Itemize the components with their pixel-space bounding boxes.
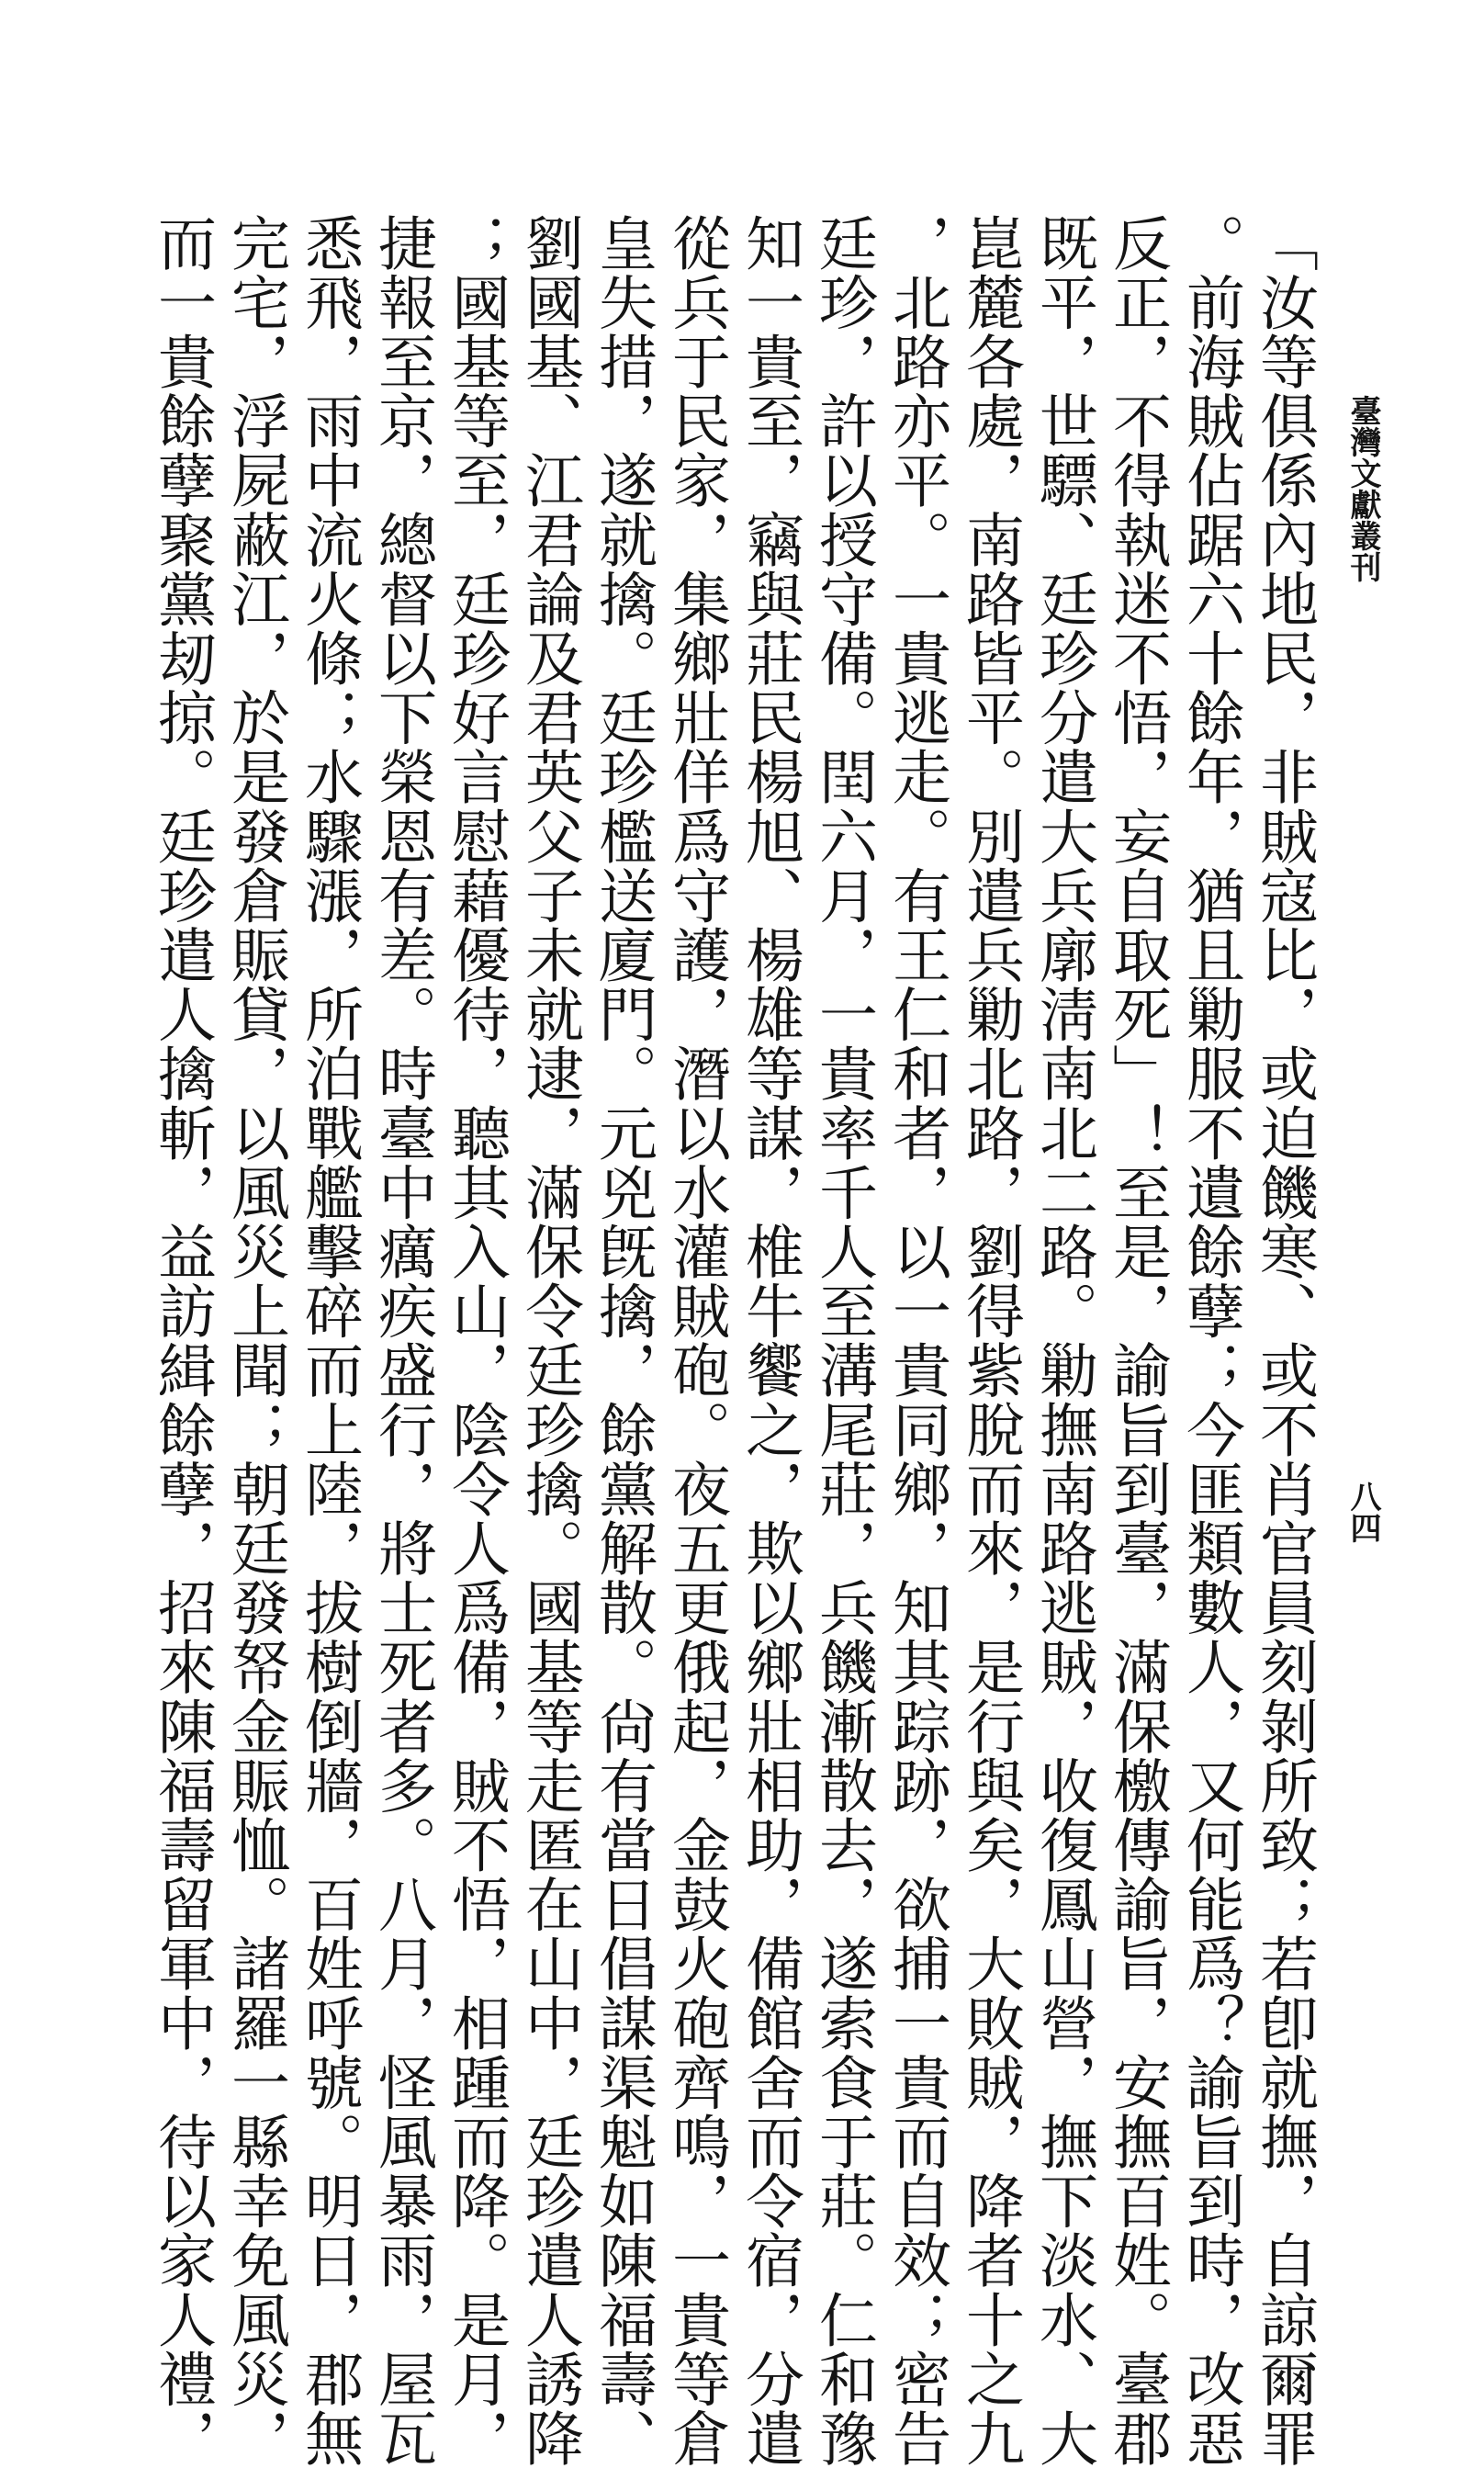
body-text [148,213,1321,2468]
text-column: 悉飛，雨中流火條；水驟漲，所泊戰艦擊碎而上陸，拔樹倒牆，百姓呼號。明日，郡無 [295,213,363,2468]
text-column: ，北路亦平。一貴逃走。有王仁和者，以一貴同鄉，知其踪跡，欲捕一貴而自效；密告 [883,213,950,2468]
text-column: 既平，世驃、廷珍分遣大兵廓淸南北二路。勦撫南路逃賊，收復鳳山營，撫下淡水、大 [1029,213,1097,2468]
text-column: 反正，不得執迷不悟，妄自取死」！至是，諭旨到臺，滿保檄傳諭旨，安撫百姓。臺郡 [1103,213,1171,2468]
text-column: 「汝等俱係內地民，非賊寇比，或迫饑寒、或不肖官員刻剝所致；若卽就撫，自諒爾罪 [1250,213,1318,2468]
text-column: 捷報至京，總督以下榮恩有差。時臺中癘疾盛行，將士死者多。八月，怪風暴雨，屋瓦 [368,213,436,2468]
text-column: 崑麓各處，南路皆平。別遣兵勦北路，劉得紫脫而來，是行與矣，大敗賊，降者十之九 [956,213,1024,2468]
text-column: 皇失措，遂就擒。廷珍檻送廈門。元兇旣擒，餘黨解散。尙有當日倡謀渠魁如陳福壽、 [589,213,657,2468]
running-header-title: 臺灣文獻叢刊 [1344,395,1381,582]
text-column: 完宅，浮屍蔽江，於是發倉賑貸，以風災上聞；朝廷發帑金賑恤。諸羅一縣幸免風災， [221,213,289,2468]
page-number: 八四 [1344,1481,1381,1543]
text-column: 從兵于民家，集鄉壯佯爲守護，潛以水灌賊砲。夜五更俄起，金鼓火砲齊鳴，一貴等倉 [662,213,730,2468]
text-column: 廷珍，許以授守備。閏六月，一貴率千人至溝尾莊，兵饑漸散去，遂索食于莊。仁和豫 [809,213,877,2468]
text-column: 。前海賊佔踞六十餘年，猶且勦服不遺餘孽；今匪類數人，又何能爲？諭旨到時，改惡 [1176,213,1244,2468]
text-column: 劉國基、江君論及君英父子未就逮，滿保令廷珍擒。國基等走匿在山中，廷珍遣人誘降 [515,213,583,2468]
text-column: 而一貴餘孽聚黨刼掠。廷珍遣人擒斬，益訪緝餘孽，招來陳福壽留軍中，待以家人禮， [148,213,216,2468]
text-column: ；國基等至，廷珍好言慰藉優待，聽其入山，陰令人爲備，賊不悟，相踵而降。是月， [442,213,510,2468]
text-column: 知一貴至，竊與莊民楊旭、楊雄等謀，椎牛饗之，欺以鄉壯相助，備館舍而令宿，分遣 [736,213,804,2468]
